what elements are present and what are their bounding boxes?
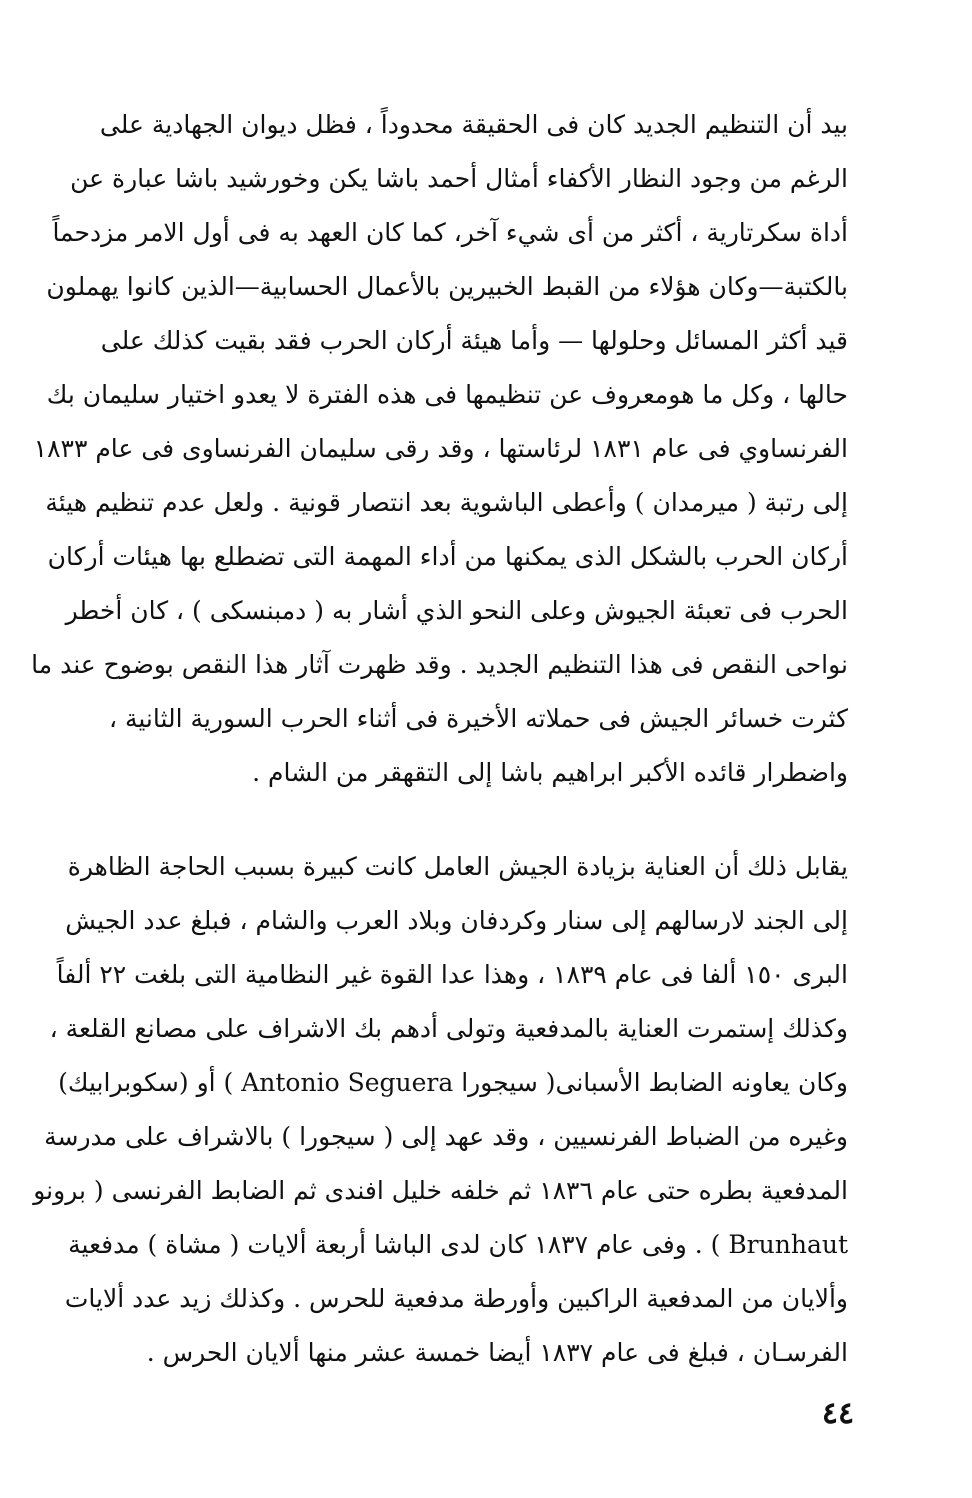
- text-line: الرغم من وجود النظار الأكفاء أمثال أحمد باشا يكن وخورشيد باشا عبارة عن: [70, 164, 848, 193]
- text-line: البرى ١٥٠ ألفا فى عام ١٨٣٩ ، وهذا عدا القوة غير النظامية التى بلغت ٢٢ ألفاً: [56, 960, 848, 989]
- text-line: واضطرار قائده الأكبر ابراهيم باشا إلى التقهقر من الشام .: [252, 758, 848, 787]
- paragraph-1: [31, 98, 848, 800]
- page-number: ٤٤: [821, 1396, 855, 1431]
- text-line: وغيره من الضباط الفرنسيين ، وقد عهد إلى ( سيجورا ) بالاشراف على مدرسة: [44, 1122, 848, 1151]
- text-line: أداة سكرتارية ، أكثر من أى شيء آخر، كما كان العهد به فى أول الامر مزدحماً: [52, 218, 848, 247]
- text-line: المدفعية بطره حتى عام ١٨٣٦ ثم خلفه خليل افندى ثم الضابط الفرنسى ( برونو: [33, 1176, 848, 1205]
- text-line: كثرت خسائر الجيش فى حملاته الأخيرة فى أثناء الحرب السورية الثانية ،: [108, 704, 848, 733]
- paragraph-2: [33, 840, 848, 1380]
- text-line: الحرب فى تعبئة الجيوش وعلى النحو الذي أشار به ( دمبنسكى ) ، كان أخطر: [65, 596, 848, 625]
- text-line: وألايان من المدفعية الراكبين وأورطة مدفعية للحرس . وكذلك زيد عدد ألايات: [64, 1284, 848, 1313]
- text-line: الفرسـان ، فبلغ فى عام ١٨٣٧ أيضا خمسة عشر منها ألايان الحرس .: [146, 1338, 848, 1367]
- text-line: وكذلك إستمرت العناية بالمدفعية وتولى أدهم بك الاشراف على مصانع القلعة ،: [49, 1014, 848, 1043]
- text-line: بيد أن التنظيم الجديد كان فى الحقيقة محدوداً ، فظل ديوان الجهادية على: [99, 110, 848, 139]
- text-line: يقابل ذلك أن العناية بزيادة الجيش العامل كانت كبيرة بسبب الحاجة الظاهرة: [67, 852, 848, 881]
- text-line: وكان يعاونه الضابط الأسبانى( سيجورا Antonio Seguera ) أو (سكوبرابيك): [58, 1068, 848, 1097]
- text-line: إلى الجند لارسالهم إلى سنار وكردفان وبلاد العرب والشام ، فبلغ عدد الجيش: [65, 906, 848, 935]
- text-line: قيد أكثر المسائل وحلولها — وأما هيئة أركان الحرب فقد بقيت كذلك على: [100, 326, 848, 355]
- text-line: الفرنساوي فى عام ١٨٣١ لرئاستها ، وقد رقى سليمان الفرنساوى فى عام ١٨٣٣: [33, 434, 848, 463]
- text-line: Brunhaut ) . وفى عام ١٨٣٧ كان لدى الباشا أربعة ألايات ( مشاة ) مدفعية: [68, 1230, 848, 1259]
- text-line: أركان الحرب بالشكل الذى يمكنها من أداء المهمة التى تضطلع بها هيئات أركان: [47, 542, 848, 571]
- text-line: حالها ، وكل ما هومعروف عن تنظيمها فى هذه الفترة لا يعدو اختيار سليمان بك: [46, 380, 848, 409]
- text-line: إلى رتبة ( ميرمدان ) وأعطى الباشوية بعد انتصار قونية . ولعل عدم تنظيم هيئة: [45, 488, 848, 517]
- text-line: بالكتبة—وكان هؤلاء من القبط الخبيرين بالأعمال الحسابية—الذين كانوا يهملون: [46, 272, 848, 301]
- text-line: نواحى النقص فى هذا التنظيم الجديد . وقد ظهرت آثار هذا النقص بوضوح عند ما: [31, 650, 848, 679]
